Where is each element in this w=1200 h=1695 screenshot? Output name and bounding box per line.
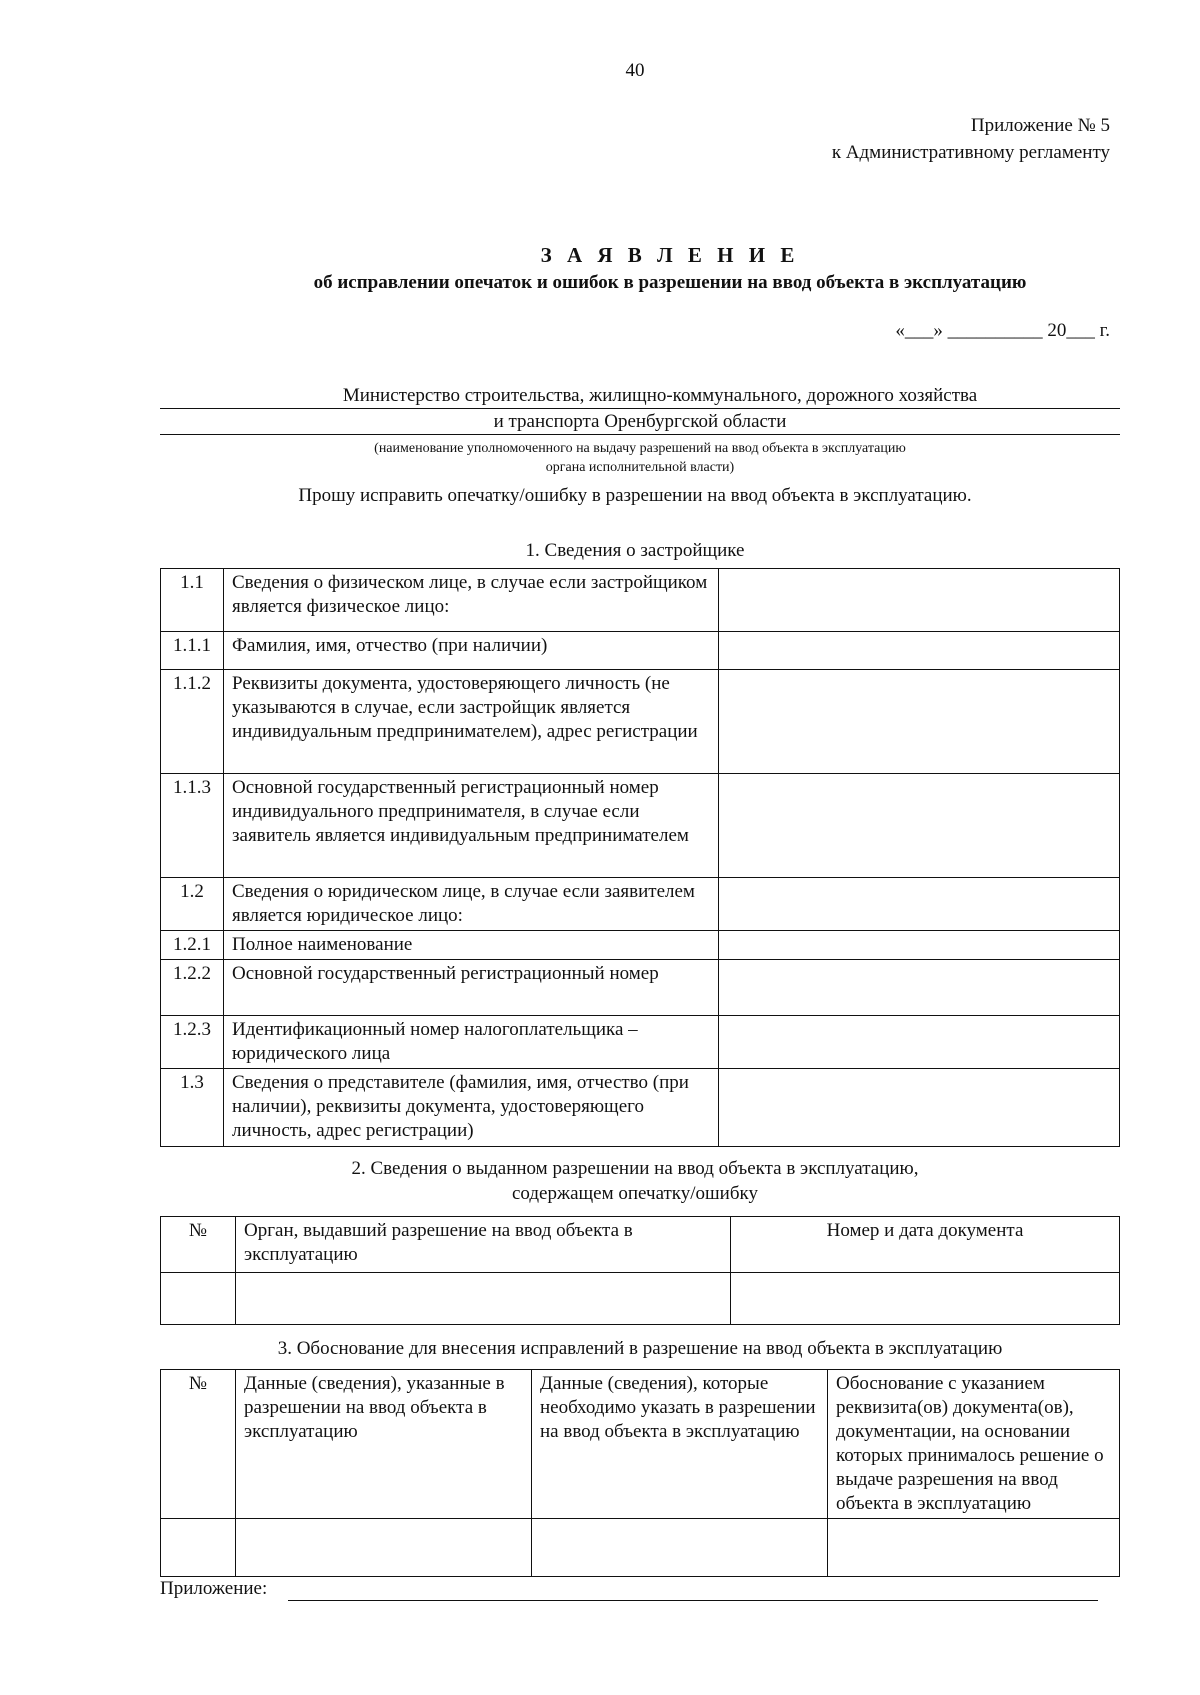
cell-current-data[interactable] [236,1519,532,1577]
table-header-row [161,1217,1120,1273]
table-row [161,960,1120,1016]
row-number: 1.1.1 [161,632,224,670]
row-number: 1.1 [161,569,224,632]
section-3-title: 3. Обоснование для внесения исправлений в разрешение на ввод объекта в эксплуатацию [277,1338,1003,1359]
row-value-cell[interactable] [719,632,1120,670]
row-value-cell[interactable] [719,960,1120,1016]
row-value-cell[interactable] [719,931,1120,960]
table-row [161,1519,1120,1577]
row-number: 1.3 [161,1069,224,1147]
row-label: Полное наименование [224,931,719,960]
table-row [161,1273,1120,1325]
attachment-input-line[interactable] [288,1600,1098,1601]
table-row [161,569,1120,632]
correction-basis-table [160,1369,1120,1577]
authority-name-line-2: и транспорта Оренбургской области [160,410,1120,435]
row-label: Сведения о физическом лице, в случае если застройщиком является физическое лицо: [224,569,719,632]
row-value-cell[interactable] [719,1016,1120,1069]
table-row [161,670,1120,774]
authority-hint-line-1: (наименование уполномоченного на выдачу разрешений на ввод объекта в эксплуатацию [374,441,906,456]
request-text: Прошу исправить опечатку/ошибку в разрешении на ввод объекта в эксплуатацию. [298,485,972,506]
cell-correct-data[interactable] [532,1519,828,1577]
column-header-correct-data: Данные (сведения), которые необходимо указать в разрешении на ввод объекта в эксплуатацию [532,1370,828,1519]
row-value-cell[interactable] [719,569,1120,632]
cell-number[interactable] [161,1519,236,1577]
table-header-row [161,1370,1120,1519]
column-header-number: № [161,1217,236,1273]
row-number: 1.2.3 [161,1016,224,1069]
table-row [161,774,1120,878]
document-subtitle: об исправлении опечаток и ошибок в разрешении на ввод объекта в эксплуатацию [313,272,1027,293]
row-value-cell[interactable] [719,774,1120,878]
developer-info-table [160,568,1120,1147]
row-label: Сведения о представителе (фамилия, имя, отчество (при наличии), реквизиты документа, удостоверяющего личность, адрес регистрации) [224,1069,719,1147]
page-number: 40 [625,60,645,81]
appendix-line-1: Приложение № 5 [970,115,1110,136]
row-label: Реквизиты документа, удостоверяющего личность (не указываются в случае, если застройщик является индивидуальным предпринимателем), адрес регистрации [224,670,719,774]
appendix-line-2: к Административному регламенту [831,142,1110,163]
cell-justification[interactable] [828,1519,1120,1577]
table-row [161,931,1120,960]
row-label: Основной государственный регистрационный номер индивидуального предпринимателя, в случае если заявитель является индивидуальным предпринимателем [224,774,719,878]
column-header-authority: Орган, выдавший разрешение на ввод объекта в эксплуатацию [236,1217,731,1273]
attachment-label: Приложение: [160,1578,268,1599]
column-header-doc-number-date: Номер и дата документа [731,1217,1120,1273]
row-value-cell[interactable] [719,670,1120,774]
section-2-title-line-1: 2. Сведения о выданном разрешении на ввод объекта в эксплуатацию, [351,1158,919,1179]
section-1-title: 1. Сведения о застройщике [525,540,745,561]
cell-number[interactable] [161,1273,236,1325]
column-header-number: № [161,1370,236,1519]
column-header-justification: Обоснование с указанием реквизита(ов) документа(ов), документации, на основании которых принималось решение о выдаче разрешения на ввод объекта в эксплуатацию [828,1370,1120,1519]
row-value-cell[interactable] [719,878,1120,931]
section-2-title-line-2: содержащем опечатку/ошибку [512,1183,758,1204]
table-row [161,632,1120,670]
row-number: 1.1.3 [161,774,224,878]
authority-hint [160,439,1120,477]
cell-authority[interactable] [236,1273,731,1325]
row-label: Идентификационный номер налогоплательщика – юридического лица [224,1016,719,1069]
cell-doc-number-date[interactable] [731,1273,1120,1325]
row-label: Основной государственный регистрационный номер [224,960,719,1016]
authority-name-line-1: Министерство строительства, жилищно-коммунального, дорожного хозяйства [160,384,1120,409]
date-line: «___» __________ 20___ г. [895,320,1110,341]
row-number: 1.2 [161,878,224,931]
table-row [161,1069,1120,1147]
authority-hint-line-2: органа исполнительной власти) [545,460,735,475]
section-2-title [0,1156,1200,1206]
row-number: 1.2.2 [161,960,224,1016]
row-number: 1.2.1 [161,931,224,960]
row-value-cell[interactable] [719,1069,1120,1147]
document-title: З А Я В Л Е Н И Е [540,243,800,267]
row-label: Сведения о юридическом лице, в случае если заявителем является юридическое лицо: [224,878,719,931]
row-label: Фамилия, имя, отчество (при наличии) [224,632,719,670]
table-row [161,878,1120,931]
appendix-reference [832,112,1110,166]
column-header-current-data: Данные (сведения), указанные в разрешении на ввод объекта в эксплуатацию [236,1370,532,1519]
row-number: 1.1.2 [161,670,224,774]
permit-info-table [160,1216,1120,1325]
table-row [161,1016,1120,1069]
